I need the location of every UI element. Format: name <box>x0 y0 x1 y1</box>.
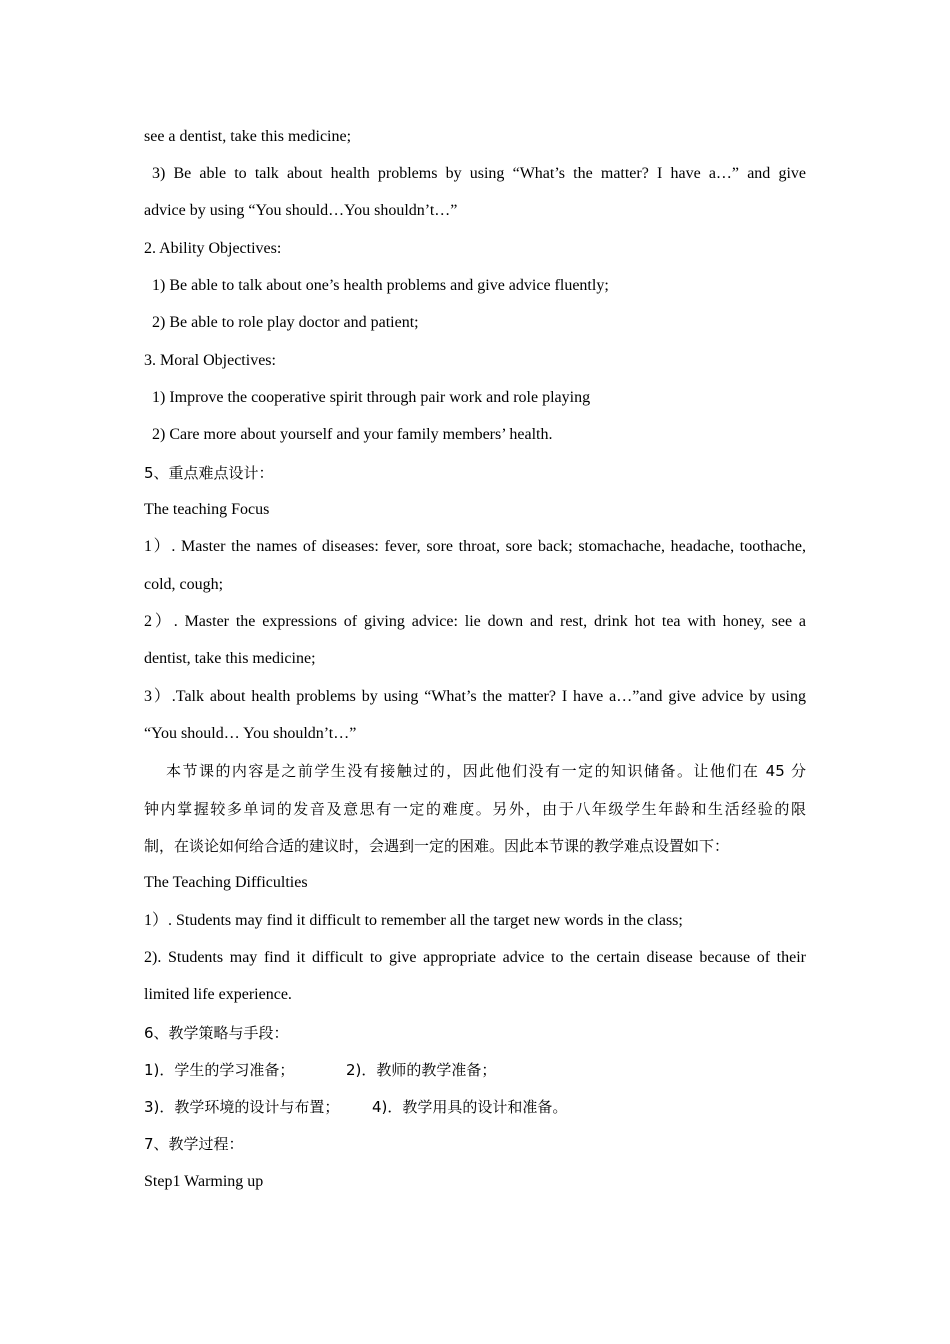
text-line: 1）. Master the names of diseases: fever, sore throat, sore back; stomachache, headache, toothache, <box>144 538 806 555</box>
text-line: 制，在谈论如何给合适的建议时，会遇到一定的困难。因此本节课的教学难点设置如下： <box>144 837 730 855</box>
section-heading: 3. Moral Objectives: <box>144 352 276 369</box>
text-line: 2) Care more about yourself and your family members’ health. <box>152 426 553 443</box>
text-line: 1) Be able to talk about one’s health problems and give advice fluently; <box>152 277 609 294</box>
strategy-item: 3)．教学环境的设计与布置； <box>144 1098 340 1116</box>
subheading: The teaching Focus <box>144 501 270 518</box>
text-line: 3) Be able to talk about health problems by using “What’s the matter? I have a…” and give <box>152 165 806 182</box>
text-line: 3）.Talk about health problems by using “What’s the matter? I have a…”and give advice by using <box>144 688 806 705</box>
section-heading: 2. Ability Objectives: <box>144 240 282 257</box>
text-line: “You should… You shouldn’t…” <box>144 725 357 742</box>
text-line: 本节课的内容是之前学生没有接触过的，因此他们没有一定的知识储备。让他们在 45 分 <box>166 762 806 780</box>
section-heading: 7、教学过程： <box>144 1135 244 1153</box>
strategy-item: 1)．学生的学习准备； <box>144 1061 295 1079</box>
text-line: dentist, take this medicine; <box>144 650 316 667</box>
text-line: 钟内掌握较多单词的发音及意思有一定的难度。另外，由于八年级学生年龄和生活经验的限 <box>144 800 806 818</box>
subheading: The Teaching Difficulties <box>144 874 308 891</box>
section-heading: 6、教学策略与手段： <box>144 1024 289 1042</box>
text-line: see a dentist, take this medicine; <box>144 128 352 145</box>
text-line: 2）. Master the expressions of giving advice: lie down and rest, drink hot tea with honey, see a <box>144 613 806 630</box>
strategy-item: 2)．教师的教学准备； <box>346 1061 497 1079</box>
text-line: 1) Improve the cooperative spirit through pair work and role playing <box>152 389 591 406</box>
text-line: 2). Students may find it difficult to give appropriate advice to the certain disease because of their <box>144 949 806 966</box>
text-line: advice by using “You should…You shouldn’t…” <box>144 202 458 219</box>
text-line: limited life experience. <box>144 986 292 1003</box>
section-heading: 5、重点难点设计： <box>144 464 274 482</box>
text-line: 1）. Students may find it difficult to remember all the target new words in the class; <box>144 912 683 929</box>
text-line: 2) Be able to role play doctor and patient; <box>152 314 419 331</box>
text-line: cold, cough; <box>144 576 224 593</box>
subheading: Step1 Warming up <box>144 1173 264 1190</box>
strategy-item: 4)．教学用具的设计和准备。 <box>372 1098 568 1116</box>
